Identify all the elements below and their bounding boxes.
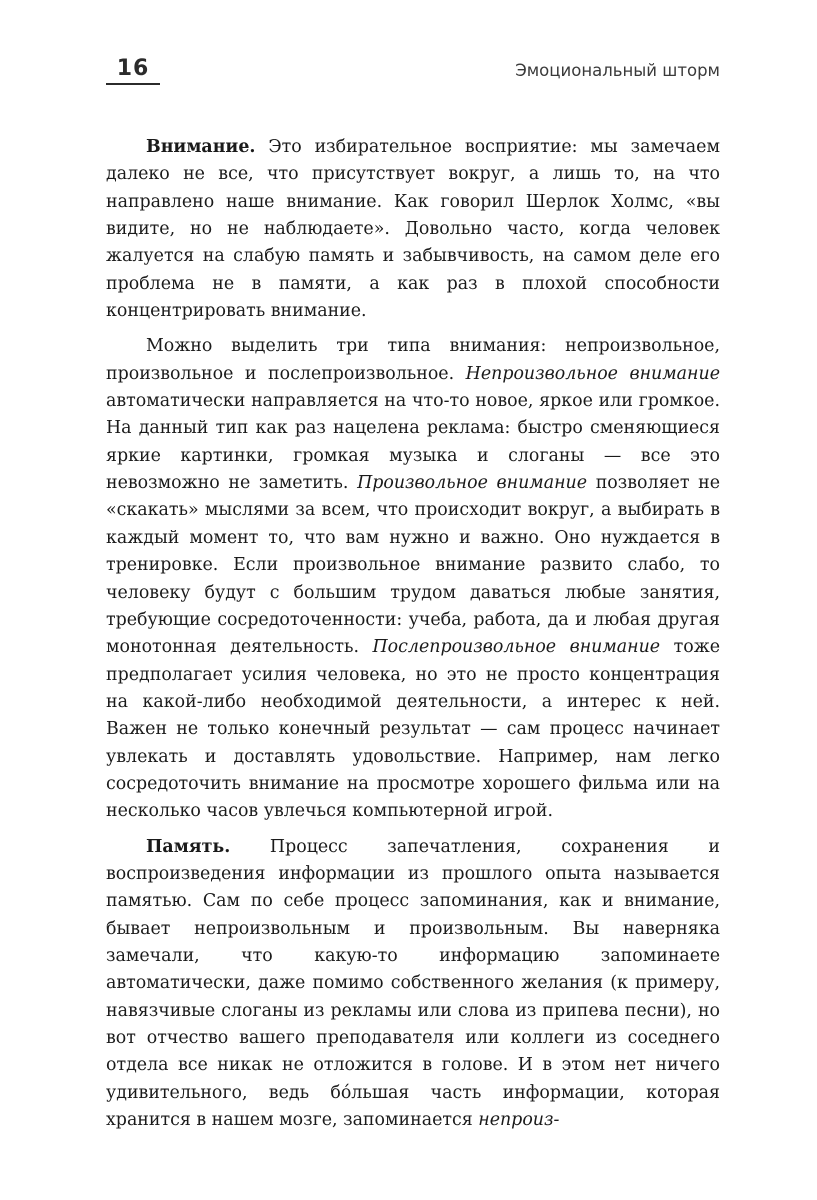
paragraph-attention-types [106,333,720,825]
paragraph-text: Можно выделить три типа внимания: непроизвольное, произвольное и послепроизвольное. [106,336,720,384]
body-text [106,134,720,1134]
italic-term-post-voluntary-attention: Послепроизвольное внимание [372,637,661,658]
italic-term-voluntary-attention: Произвольное внимание [357,473,588,494]
italic-term-involuntary: непроиз- [478,1110,560,1131]
paragraph-text: позволяет не «скакать» мыслями за всем, что происходит вокруг, а выбирать в каждый момент то, что вам нужно и важно. Оно нуждается в тренировке. Если произвольное внимание развито слабо, то человеку будут с большим трудом даваться любые занятия, требующие сосредоточенности: учеба, работа, да и любая другая монотонная деятельность. [106,473,720,658]
term-heading-attention: Внимание. [146,137,256,157]
term-heading-memory: Память. [146,836,231,857]
paragraph-text: тоже предполагает усилия человека, но это не просто концентрация на какой-либо необходимой деятельности, а интерес к ней. Важен не только конечный результат — сам процесс начинает увлекать и доставлять удовольствие. Например, нам легко сосредоточить внимание на просмотре хорошего фильма или на несколько часов увлечься компьютерной игрой. [106,637,720,822]
page-number-underline [106,83,160,85]
paragraph-text: Процесс запечатления, сохранения и воспроизведения информации из прошлого опыта называется памятью. Сам по себе процесс запоминания, как и внимание, бывает непроизвольным и произвольным. Вы наверняка замечали, что какую-то информацию запоминаете автоматически, даже помимо собственного желания (к примеру, навязчивые слоганы из рекламы или слова из припева песни), но вот отчество вашего преподавателя или коллеги из соседнего отдела все никак не отложится в голове. И в этом нет ничего удивительного, ведь бо́льшая часть информации, которая хранится в нашем мозге, запоминается [106,836,720,1131]
paragraph-attention [106,134,720,325]
italic-term-involuntary-attention: Непроизвольное внимание [465,363,720,384]
page-number: 16 [116,56,150,81]
paragraph-text: Это избирательное восприятие: мы замечаем далеко не все, что присутствует вокруг, а лишь то, на что направлено наше внимание. Как говорил Шерлок Холмс, «вы видите, но не наблюдаете». Довольно часто, когда человек жалуется на слабую память и забывчивость, на самом деле его проблема не в памяти, а как раз в плохой способности концентрировать внимание. [106,137,720,322]
paragraph-memory [106,834,720,1135]
running-header-title: Эмоциональный шторм [515,61,720,80]
paragraph-text: автоматически направляется на что-то новое, яркое или громкое. На данный тип как раз нацелена реклама: быстро сменяющиеся яркие картинки, громкая музыка и слоганы — все это невозможно не заметить. [106,391,720,494]
